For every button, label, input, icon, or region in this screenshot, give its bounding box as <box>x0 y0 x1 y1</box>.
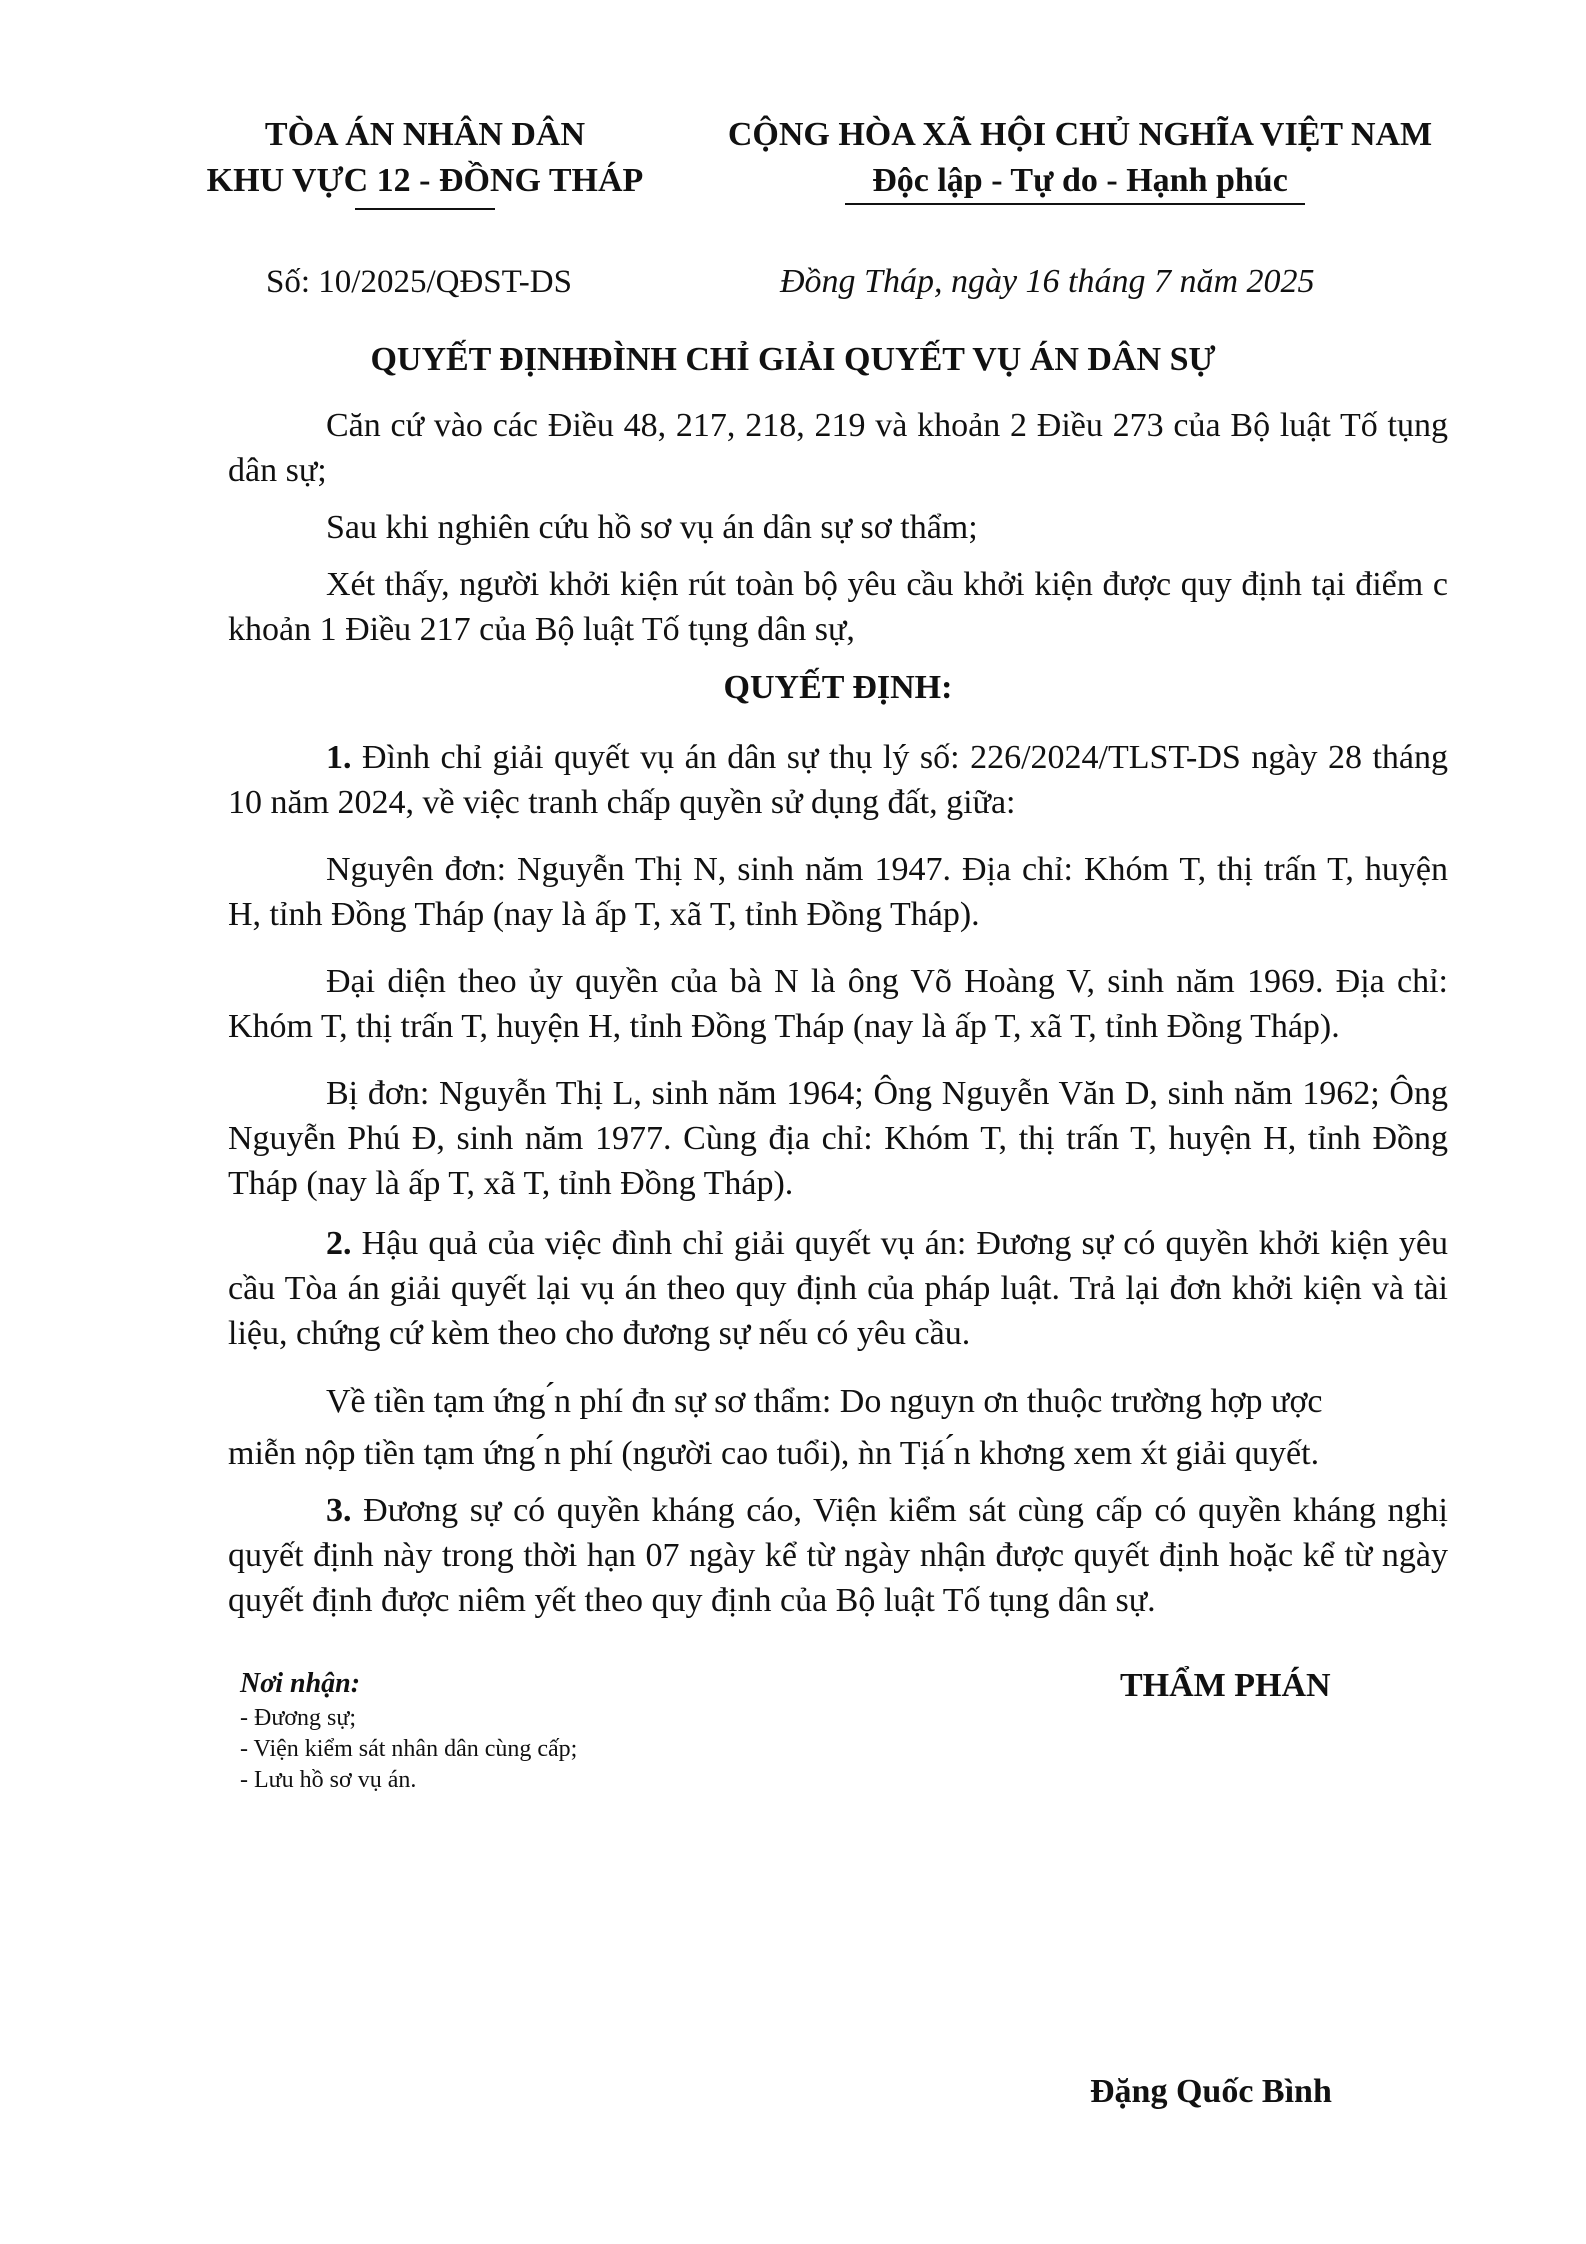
recipients-heading: Nơi nhận: <box>240 1668 361 1699</box>
item-1-number: 1. <box>326 739 352 776</box>
legal-basis-paragraph: Căn cứ vào các Điều 48, 217, 218, 219 và khoản 2 Điều 273 của Bộ luật Tố tụng dân sự; <box>228 407 1448 489</box>
decision-item-3 <box>228 1488 1448 1623</box>
representative-paragraph: Đại diện theo ủy quyền của bà N là ông Võ Hoàng V, sinh năm 1969. Địa chỉ: Khóm T, thị trấn T, huyện H, tỉnh Đồng Tháp (nay là ấp T, xã T, tỉnh Đồng Tháp). <box>228 963 1448 1045</box>
court-name-line2: KHU VỰC 12 - ĐỒNG THÁP <box>206 162 644 199</box>
court-name-line1: TÒA ÁN NHÂN DÂN <box>264 116 586 153</box>
decision-item-2 <box>228 1221 1448 1356</box>
item-1-text: Đình chỉ giải quyết vụ án dân sự thụ lý số: 226/2024/TLST-DS ngày 28 tháng 10 năm 2024, về việc tranh chấp quyền sử dụng đất, giữa: <box>228 739 1448 821</box>
national-title-block <box>700 112 1460 204</box>
review-paragraph: Sau khi nghiên cứu hồ sơ vụ án dân sự sơ thẩm; <box>326 509 978 546</box>
national-title: CỘNG HÒA XÃ HỘI CHỦ NGHĨA VIỆT NAM <box>727 116 1433 153</box>
signer-role: THẨM PHÁN <box>1120 1667 1331 1704</box>
fee-paragraph <box>228 1376 1448 1480</box>
recipients-block <box>240 1665 800 1796</box>
document-number: Số: 10/2025/QĐST-DS <box>266 264 572 300</box>
item-2-text: Hậu quả của việc đình chỉ giải quyết vụ án: Đương sự có quyền khởi kiện yêu cầu Tòa án giải quyết lại vụ án theo quy định của pháp luật. Trả lại đơn khởi kiện và tài liệu, chứng cứ kèm theo cho đương sự nếu có yêu cầu. <box>228 1225 1448 1352</box>
item-3-number: 3. <box>326 1492 352 1529</box>
place-date: Đồng Tháp, ngày 16 tháng 7 năm 2025 <box>780 263 1315 300</box>
preamble <box>228 403 1448 652</box>
motto-underline <box>845 203 1305 205</box>
signer-name: Đặng Quốc Bình <box>1090 2073 1332 2110</box>
plaintiff-paragraph: Nguyên đơn: Nguyễn Thị N, sinh năm 1947. Địa chỉ: Khóm T, thị trấn T, huyện H, tỉnh Đồng Tháp (nay là ấp T, xã T, tỉnh Đồng Tháp). <box>228 851 1448 933</box>
item-3-text: Đương sự có quyền kháng cáo, Viện kiểm sát cùng cấp có quyền kháng nghị quyết định này trong thời hạn 07 ngày kể từ ngày nhận được quyết định hoặc kể từ ngày quyết định được niêm yết theo quy định của Bộ luật Tố tụng dân sự. <box>228 1492 1448 1619</box>
national-motto: Độc lập - Tự do - Hạnh phúc <box>872 162 1288 199</box>
recipient-item: - Đương sự; <box>240 1705 357 1731</box>
recipient-item: - Lưu hồ sơ vụ án. <box>240 1767 417 1793</box>
defendant-paragraph: Bị đơn: Nguyễn Thị L, sinh năm 1964; Ông Nguyễn Văn D, sinh năm 1962; Ông Nguyễn Phú Đ, sinh năm 1977. Cùng địa chỉ: Khóm T, thị trấn T, huyện H, tỉnh Đồng Tháp (nay là ấp T, xã T, tỉnh Đồng Tháp). <box>228 1075 1448 1202</box>
court-name-block <box>150 112 700 204</box>
court-underline <box>355 208 495 210</box>
recipient-item: - Viện kiểm sát nhân dân cùng cấp; <box>240 1736 578 1762</box>
fee-line-1: Về tiền tạm ứng ́n phí đn sự sơ thẩm: Do nguyn ơn thuộc trường hợp ược <box>326 1383 1323 1420</box>
finding-paragraph: Xét thấy, người khởi kiện rút toàn bộ yêu cầu khởi kiện được quy định tại điểm c khoản 1 Điều 217 của Bộ luật Tố tụng dân sự, <box>228 566 1448 648</box>
item-2-number: 2. <box>326 1225 352 1262</box>
decision-item-1 <box>228 735 1448 825</box>
decision-heading: QUYẾT ĐỊNH: <box>723 669 953 706</box>
fee-line-2: miễn nộp tiền tạm ứng ́n phí (người cao tuổi), ǹn Tịá ́n khơng xem x́t giải quyết. <box>228 1435 1320 1472</box>
decision-body <box>228 735 1448 1623</box>
document-title: QUYẾT ĐỊNHĐÌNH CHỈ GIẢI QUYẾT VỤ ÁN DÂN SỰ <box>370 341 1216 378</box>
